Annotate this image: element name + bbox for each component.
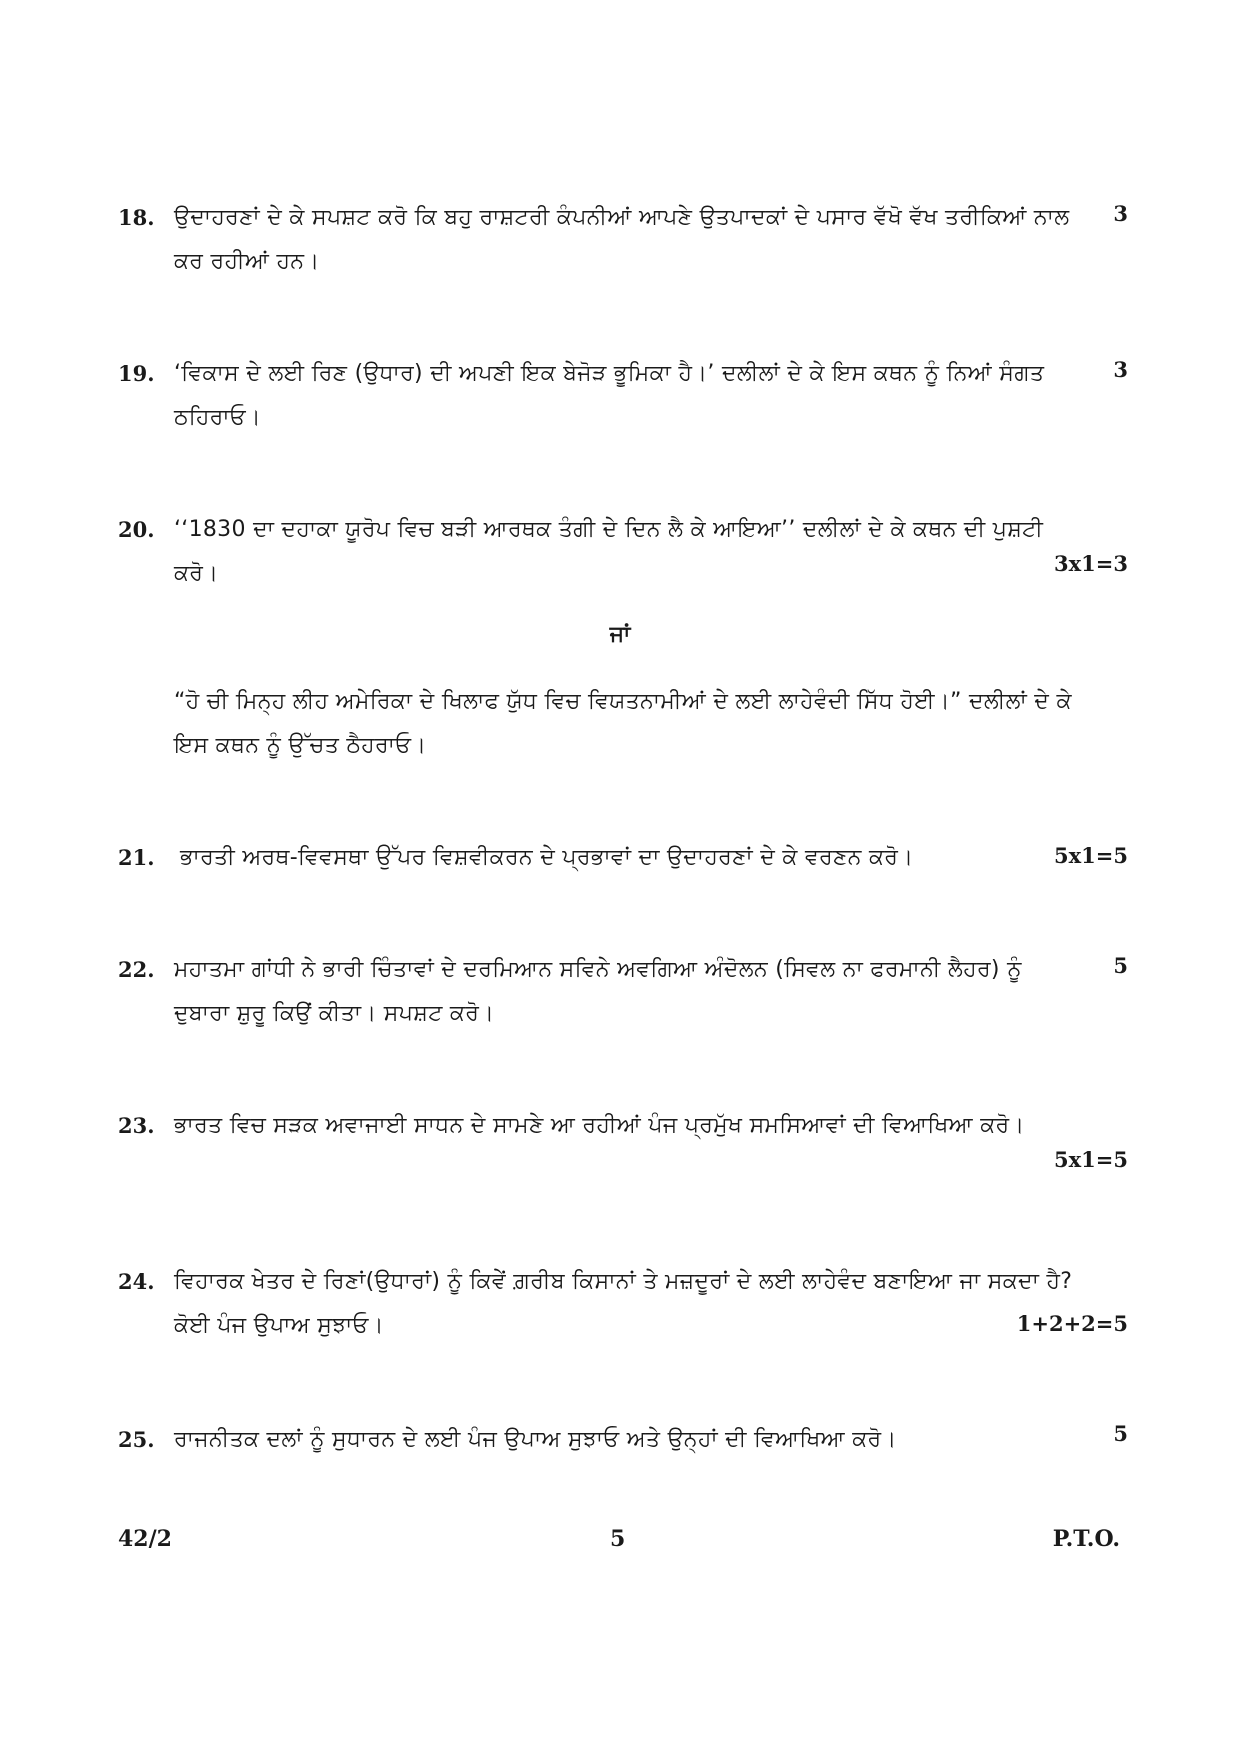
question-25 — [118, 1418, 1128, 1468]
or-label: ਜਾਂ — [609, 622, 631, 647]
question-text: ਉਦਾਹਰਣਾਂ ਦੇ ਕੇ ਸਪਸ਼ਟ ਕਰੋ ਕਿ ਬਹੁ ਰਾਸ਼ਟਰੀ ਕੰਪਨੀਆਂ ਆਪਣੇ ਉਤਪਾਦਕਾਂ ਦੇ ਪਸਾਰ ਵੱਖੋ ਵੱਖ ਤਰੀਕਿਆਂ ਨਾਲ ਕਰ ਰਹੀਆਂ ਹਨ। — [174, 205, 1070, 274]
question-number: 21. — [118, 845, 155, 870]
question-number: 18. — [118, 205, 155, 230]
pto-label: P.T.O. — [1052, 1526, 1120, 1552]
question-text: ਭਾਰਤੀ ਅਰਥ-ਵਿਵਸਥਾ ਉੱਪਰ ਵਿਸ਼ਵੀਕਰਨ ਦੇ ਪ੍ਰਭਾਵਾਂ ਦਾ ਉਦਾਹਰਣਾਂ ਦੇ ਕੇ ਵਰਣਨ ਕਰੋ। — [180, 845, 914, 870]
question-marks: 3 — [1113, 201, 1128, 226]
question-text: ਰਾਜਨੀਤਕ ਦਲਾਂ ਨੂੰ ਸੁਧਾਰਨ ਦੇ ਲਈ ਪੰਜ ਉਪਾਅ ਸੁਝਾਓ ਅਤੇ ਉਨ੍ਹਾਂ ਦੀ ਵਿਆਖਿਆ ਕਰੋ। — [174, 1427, 897, 1452]
question-marks: 5x1=5 — [1054, 1147, 1128, 1172]
question-text: ਭਾਰਤ ਵਿਚ ਸੜਕ ਅਵਾਜਾਈ ਸਾਧਨ ਦੇ ਸਾਮਣੇ ਆ ਰਹੀਆਂ ਪੰਜ ਪ੍ਰਮੁੱਖ ਸਮਸਿਆਵਾਂ ਦੀ ਵਿਆਖਿਆ ਕਰੋ। — [174, 1113, 1025, 1138]
question-marks: 3x1=3 — [1054, 551, 1128, 576]
question-marks: 5x1=5 — [1054, 843, 1128, 868]
alternative-question-text: “ਹੋ ਚੀ ਮਿਨ੍ਹ ਲੀਹ ਅਮੇਰਿਕਾ ਦੇ ਖਿਲਾਫ ਯੁੱਧ ਵਿਚ ਵਿਯਤਨਾਮੀਆਂ ਦੇ ਲਈ ਲਾਹੇਵੰਦੀ ਸਿੱਧ ਹੋਈ।” ਦਲੀਲਾਂ ਦੇ ਕੇ ਇਸ ਕਥਨ ਨੂੰ ਉੱਚਤ ਠੈਹਰਾਓ। — [174, 689, 1072, 758]
question-24 — [118, 1260, 1128, 1350]
question-18 — [118, 196, 1128, 286]
question-number: 24. — [118, 1269, 155, 1294]
question-21 — [118, 836, 1128, 886]
question-marks: 3 — [1113, 357, 1128, 382]
question-text: ‘ਵਿਕਾਸ ਦੇ ਲਈ ਰਿਣ (ਉਧਾਰ) ਦੀ ਅਪਣੀ ਇਕ ਬੇਜੋੜ ਭੂਮਿਕਾ ਹੈ।’ ਦਲੀਲਾਂ ਦੇ ਕੇ ਇਸ ਕਥਨ ਨੂੰ ਨਿਆਂ ਸੰਗਤ ਠਹਿਰਾਓ। — [174, 361, 1045, 430]
paper-code: 42/2 — [118, 1526, 172, 1552]
question-marks: 1+2+2=5 — [1016, 1311, 1128, 1336]
question-marks: 5 — [1113, 953, 1128, 978]
question-22 — [118, 948, 1128, 1038]
question-23 — [118, 1104, 1128, 1194]
question-text: ਵਿਹਾਰਕ ਖੇਤਰ ਦੇ ਰਿਣਾਂ(ਉਧਾਰਾਂ) ਨੂੰ ਕਿਵੇਂ ਗ਼ਰੀਬ ਕਿਸਾਨਾਂ ਤੇ ਮਜ਼ਦੂਰਾਂ ਦੇ ਲਈ ਲਾਹੇਵੰਦ ਬਣਾਇਆ ਜਾ ਸਕਦਾ ਹੈ? ਕੋਈ ਪੰਜ ਉਪਾਅ ਸੁਝਾਓ। — [174, 1269, 1073, 1338]
question-number: 25. — [118, 1427, 155, 1452]
question-text: ‘‘1830 ਦਾ ਦਹਾਕਾ ਯੂਰੋਪ ਵਿਚ ਬੜੀ ਆਰਥਕ ਤੰਗੀ ਦੇ ਦਿਨ ਲੈ ਕੇ ਆਇਆ’’ ਦਲੀਲਾਂ ਦੇ ਕੇ ਕਥਨ ਦੀ ਪੁਸ਼ਟੀ ਕਰੋ। — [174, 517, 1044, 586]
question-text: ਮਹਾਤਮਾ ਗਾਂਧੀ ਨੇ ਭਾਰੀ ਚਿੰਤਾਵਾਂ ਦੇ ਦਰਮਿਆਨ ਸਵਿਨੇ ਅਵਗਿਆ ਅੰਦੋਲਨ (ਸਿਵਲ ਨਾ ਫਰਮਾਨੀ ਲੈਹਰ) ਨੂੰ ਦੁਬਾਰਾ ਸ਼ੁਰੂ ਕਿਉਂ ਕੀਤਾ। ਸਪਸ਼ਟ ਕਰੋ। — [174, 957, 1022, 1026]
page-number: 5 — [610, 1526, 626, 1552]
question-number: 22. — [118, 957, 155, 982]
question-19 — [118, 352, 1128, 442]
question-number: 23. — [118, 1113, 155, 1138]
question-number: 19. — [118, 361, 155, 386]
question-marks: 5 — [1113, 1421, 1128, 1446]
question-20 — [118, 508, 1128, 598]
question-number: 20. — [118, 517, 155, 542]
